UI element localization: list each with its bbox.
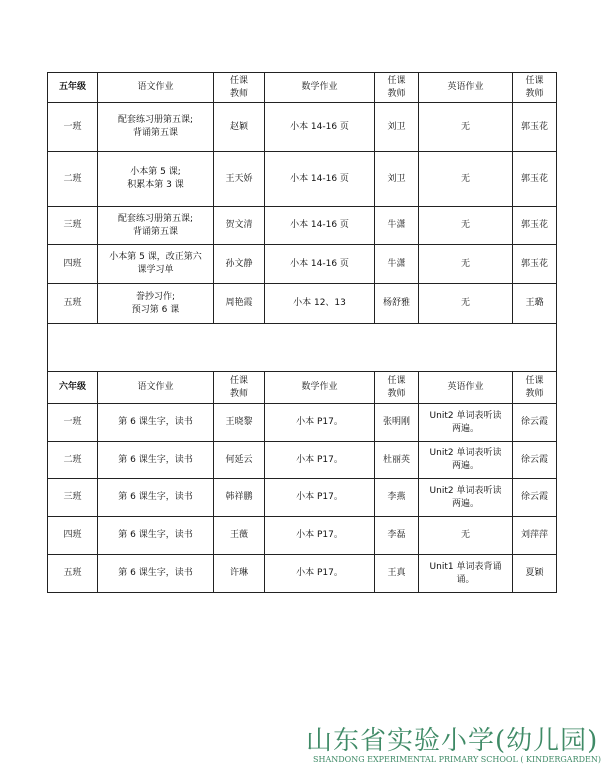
english-homework: 无 <box>419 517 513 555</box>
english-homework: 无 <box>419 284 513 324</box>
english-homework: 无 <box>419 245 513 284</box>
table-row <box>48 517 557 555</box>
english-homework: Unit2 单词表听读 两遍。 <box>419 404 513 442</box>
english-teacher: 郭玉花 <box>513 245 557 284</box>
math-homework: 小本 P17。 <box>265 442 375 479</box>
teacher-header: 任课 教师 <box>513 73 557 103</box>
chinese-homework: 第 6 课生字，读书 <box>98 479 214 517</box>
table-row <box>48 404 557 442</box>
chinese-homework-header: 语文作业 <box>98 73 214 103</box>
table-row <box>48 479 557 517</box>
grade6-label: 六年级 <box>48 372 98 404</box>
chinese-homework-header: 语文作业 <box>98 372 214 404</box>
math-homework: 小本 14-16 页 <box>265 207 375 245</box>
table-row <box>48 152 557 207</box>
math-teacher: 刘卫 <box>375 152 419 207</box>
teacher-header: 任课 教师 <box>375 372 419 404</box>
math-teacher: 李磊 <box>375 517 419 555</box>
chinese-homework: 第 6 课生字，读书 <box>98 404 214 442</box>
chinese-teacher: 赵颖 <box>214 103 265 152</box>
math-homework: 小本 P17。 <box>265 404 375 442</box>
school-logo-text: 山东省实验小学(幼儿园) <box>306 726 599 756</box>
table-row <box>48 284 557 324</box>
grade5-label: 五年级 <box>48 73 98 103</box>
teacher-header: 任课 教师 <box>513 372 557 404</box>
english-homework: Unit1 单词表背诵 诵。 <box>419 555 513 593</box>
grade5-header-row <box>48 73 557 103</box>
chinese-homework: 配套练习册第五课; 背诵第五课 <box>98 207 214 245</box>
chinese-teacher: 许琳 <box>214 555 265 593</box>
math-teacher: 牛潇 <box>375 207 419 245</box>
chinese-teacher: 孙文静 <box>214 245 265 284</box>
english-teacher: 王璐 <box>513 284 557 324</box>
class-name: 四班 <box>48 517 98 555</box>
english-teacher: 刘萍萍 <box>513 517 557 555</box>
class-name: 五班 <box>48 555 98 593</box>
chinese-homework: 第 6 课生字，读书 <box>98 517 214 555</box>
chinese-homework: 配套练习册第五课; 背诵第五课 <box>98 103 214 152</box>
class-name: 二班 <box>48 442 98 479</box>
chinese-homework: 第 6 课生字，读书 <box>98 555 214 593</box>
class-name: 一班 <box>48 103 98 152</box>
teacher-header: 任课 教师 <box>375 73 419 103</box>
math-teacher: 牛潇 <box>375 245 419 284</box>
table-row <box>48 245 557 284</box>
math-homework: 小本 12、13 <box>265 284 375 324</box>
english-teacher: 徐云霞 <box>513 404 557 442</box>
chinese-homework: 小本第 5 课; 积累本第 3 课 <box>98 152 214 207</box>
english-homework: 无 <box>419 103 513 152</box>
class-name: 三班 <box>48 479 98 517</box>
english-homework: Unit2 单词表听读 两遍。 <box>419 442 513 479</box>
math-homework: 小本 P17。 <box>265 479 375 517</box>
class-name: 四班 <box>48 245 98 284</box>
math-homework: 小本 14-16 页 <box>265 152 375 207</box>
math-teacher: 刘卫 <box>375 103 419 152</box>
grade-separator-row <box>48 324 557 372</box>
grade6-header-row <box>48 372 557 404</box>
math-teacher: 李燕 <box>375 479 419 517</box>
school-logo-subtitle: SHANDONG EXPERIMENTAL PRIMARY SCHOOL ( KINDERGARDEN) <box>313 755 601 764</box>
chinese-teacher: 王天娇 <box>214 152 265 207</box>
chinese-homework: 小本第 5 课，改正第六 课学习单 <box>98 245 214 284</box>
math-homework-header: 数学作业 <box>265 73 375 103</box>
english-homework-header: 英语作业 <box>419 73 513 103</box>
english-homework: 无 <box>419 152 513 207</box>
english-homework: 无 <box>419 207 513 245</box>
chinese-teacher: 贺文清 <box>214 207 265 245</box>
chinese-homework: 第 6 课生字，读书 <box>98 442 214 479</box>
table-row <box>48 442 557 479</box>
grade-separator <box>48 324 557 372</box>
english-homework-header: 英语作业 <box>419 372 513 404</box>
chinese-teacher: 韩祥鹏 <box>214 479 265 517</box>
english-teacher: 徐云霞 <box>513 442 557 479</box>
chinese-teacher: 周艳霞 <box>214 284 265 324</box>
english-teacher: 郭玉花 <box>513 152 557 207</box>
math-teacher: 王真 <box>375 555 419 593</box>
teacher-header: 任课 教师 <box>214 73 265 103</box>
math-teacher: 杜丽英 <box>375 442 419 479</box>
math-teacher: 张明刚 <box>375 404 419 442</box>
class-name: 三班 <box>48 207 98 245</box>
chinese-homework: 誊抄习作; 预习第 6 课 <box>98 284 214 324</box>
english-homework: Unit2 单词表听读 两遍。 <box>419 479 513 517</box>
table-row <box>48 207 557 245</box>
chinese-teacher: 何延云 <box>214 442 265 479</box>
class-name: 二班 <box>48 152 98 207</box>
teacher-header: 任课 教师 <box>214 372 265 404</box>
table-row <box>48 103 557 152</box>
english-teacher: 郭玉花 <box>513 207 557 245</box>
chinese-teacher: 王薇 <box>214 517 265 555</box>
math-homework-header: 数学作业 <box>265 372 375 404</box>
english-teacher: 郭玉花 <box>513 103 557 152</box>
math-homework: 小本 P17。 <box>265 517 375 555</box>
math-teacher: 杨舒雅 <box>375 284 419 324</box>
homework-table <box>47 72 557 593</box>
class-name: 五班 <box>48 284 98 324</box>
table-row <box>48 555 557 593</box>
math-homework: 小本 P17。 <box>265 555 375 593</box>
math-homework: 小本 14-16 页 <box>265 245 375 284</box>
english-teacher: 夏颖 <box>513 555 557 593</box>
chinese-teacher: 王晓黎 <box>214 404 265 442</box>
english-teacher: 徐云霞 <box>513 479 557 517</box>
class-name: 一班 <box>48 404 98 442</box>
math-homework: 小本 14-16 页 <box>265 103 375 152</box>
